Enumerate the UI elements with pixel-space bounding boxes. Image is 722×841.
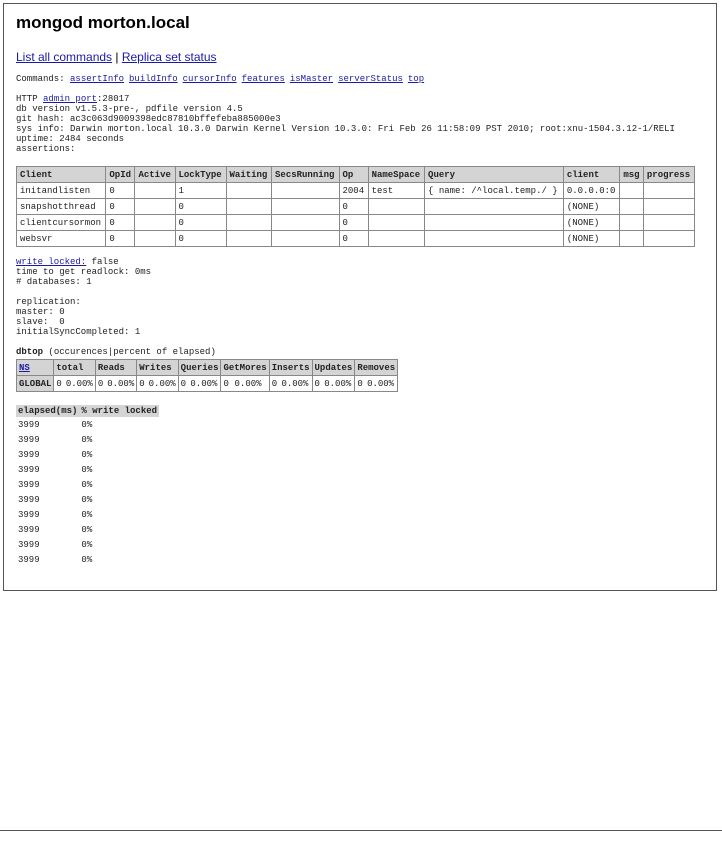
table-cell: 3999 <box>18 449 40 460</box>
write-locked-value: false <box>86 257 119 267</box>
col-header: OpId <box>106 167 135 183</box>
table-row <box>16 462 159 477</box>
table-cell: 3999 <box>18 434 40 445</box>
replication-slave: slave: 0 <box>16 317 65 327</box>
table-row <box>17 231 695 247</box>
status-info <box>16 257 716 337</box>
admin-port-value: :28017 <box>97 94 130 104</box>
col-header: Queries <box>178 360 221 376</box>
table-cell: 0% <box>81 449 93 460</box>
table-cell: snapshotthread <box>17 199 106 215</box>
table-cell: 0 <box>106 183 135 199</box>
table-cell <box>226 199 272 215</box>
table-cell: 0 <box>339 199 368 215</box>
command-link-features[interactable]: features <box>241 74 285 84</box>
table-cell: 0 <box>339 215 368 231</box>
col-header: Reads <box>95 360 136 376</box>
col-header: total <box>54 360 95 376</box>
table-cell: 0% <box>81 419 93 430</box>
command-link-ismaster[interactable]: isMaster <box>289 74 334 84</box>
table-cell: 0 <box>312 376 322 392</box>
table-cell: 0% <box>81 434 93 445</box>
admin-port-link[interactable]: admin port <box>43 94 98 104</box>
table-row <box>17 199 695 215</box>
elapsed-header-row <box>16 405 159 417</box>
clients-table <box>16 166 695 247</box>
git-hash: git hash: ac3c063d9009398edc87810bffefeba885000e3 <box>16 114 281 124</box>
col-header: LockType <box>175 167 226 183</box>
table-cell <box>272 199 339 215</box>
nav-separator: | <box>112 50 122 64</box>
uptime: uptime: 2484 seconds <box>16 134 125 144</box>
command-link-cursorinfo[interactable]: cursorInfo <box>182 74 237 84</box>
table-cell: initandlisten <box>17 183 106 199</box>
table-cell <box>620 231 644 247</box>
command-link-serverstatus[interactable]: serverStatus <box>338 74 403 84</box>
table-cell <box>135 231 175 247</box>
replica-set-status-link[interactable]: Replica set status <box>121 50 217 64</box>
database-count: # databases: 1 <box>16 277 92 287</box>
col-header: Writes <box>137 360 178 376</box>
table-cell: 3999 <box>18 539 40 550</box>
replication-label: replication: <box>16 297 81 307</box>
table-cell <box>425 199 564 215</box>
clients-header-row <box>17 167 695 183</box>
col-header: Query <box>425 167 564 183</box>
table-row <box>16 432 159 447</box>
table-cell <box>368 215 424 231</box>
table-cell: 0 <box>175 199 226 215</box>
table-row <box>17 215 695 231</box>
sys-info: sys info: Darwin morton.local 10.3.0 Darwin Kernel Version 10.3.0: Fri Feb 26 11:58:09 PST 2010; root:xnu-1504.3.12-1/RELI <box>16 124 675 134</box>
initial-sync: initialSyncCompleted: 1 <box>16 327 141 337</box>
table-cell: test <box>368 183 424 199</box>
table-cell: 0 <box>339 231 368 247</box>
table-row <box>17 183 695 199</box>
col-header: Updates <box>312 360 355 376</box>
col-header: client <box>563 167 619 183</box>
http-label: HTTP <box>16 94 44 104</box>
db-version: db version v1.5.3-pre-, pdfile version 4.5 <box>16 104 243 114</box>
table-cell: (NONE) <box>563 215 619 231</box>
table-cell: 0 <box>137 376 147 392</box>
ns-header <box>17 360 54 376</box>
table-cell: 0 <box>175 231 226 247</box>
table-cell <box>620 199 644 215</box>
table-cell <box>226 215 272 231</box>
replication-master: master: 0 <box>16 307 65 317</box>
table-row <box>16 507 159 522</box>
table-cell: 0 <box>178 376 188 392</box>
page-frame <box>3 3 717 591</box>
table-cell <box>135 215 175 231</box>
table-cell: 0% <box>81 509 93 520</box>
table-row <box>16 552 159 567</box>
nav-links <box>16 50 716 64</box>
table-cell: 0.00% <box>279 376 312 392</box>
table-cell <box>135 183 175 199</box>
table-cell: 3999 <box>18 419 40 430</box>
table-row <box>16 492 159 507</box>
table-cell <box>620 183 644 199</box>
table-cell <box>425 215 564 231</box>
table-cell: 0 <box>95 376 105 392</box>
table-cell <box>368 199 424 215</box>
table-cell: 0.00% <box>233 376 270 392</box>
table-row <box>17 376 398 392</box>
spacer <box>16 287 716 297</box>
list-all-commands-link[interactable]: List all commands <box>16 50 113 64</box>
table-cell: 0.00% <box>188 376 221 392</box>
col-header: progress <box>643 167 694 183</box>
dbtop-title: dbtop <box>16 347 44 357</box>
row-label: GLOBAL <box>17 376 54 392</box>
table-row <box>16 537 159 552</box>
table-cell <box>135 199 175 215</box>
http-line <box>16 94 716 104</box>
table-cell: 0.00% <box>365 376 398 392</box>
command-link-top[interactable]: top <box>407 74 425 84</box>
table-cell: { name: /^local.temp./ } <box>425 183 564 199</box>
table-cell <box>643 199 694 215</box>
table-cell <box>272 183 339 199</box>
table-cell: websvr <box>17 231 106 247</box>
col-header: Client <box>17 167 106 183</box>
assertions: assertions: <box>16 144 76 154</box>
table-cell: 0% <box>81 464 93 475</box>
table-cell: (NONE) <box>563 231 619 247</box>
col-header: msg <box>620 167 644 183</box>
col-header: NameSpace <box>368 167 424 183</box>
readlock-time: time to get readlock: 0ms <box>16 267 152 277</box>
table-cell <box>425 231 564 247</box>
table-cell: 3999 <box>18 554 40 565</box>
commands-label: Commands: <box>16 74 71 84</box>
table-cell: clientcursormon <box>17 215 106 231</box>
table-cell: 1 <box>175 183 226 199</box>
table-cell: 3999 <box>18 494 40 505</box>
write-locked-link[interactable]: write locked: <box>16 257 87 267</box>
dbtop-header-row <box>17 360 398 376</box>
col-header: elapsed(ms) <box>18 406 78 416</box>
table-cell: 0% <box>81 554 93 565</box>
table-cell <box>226 183 272 199</box>
col-header: Op <box>339 167 368 183</box>
col-header: GetMores <box>221 360 269 376</box>
col-header: % write locked <box>81 406 158 416</box>
table-cell: 0% <box>81 539 93 550</box>
table-cell: 0 <box>106 199 135 215</box>
table-row <box>16 447 159 462</box>
table-cell: 0 <box>355 376 365 392</box>
commands-line <box>16 74 716 84</box>
table-cell <box>643 215 694 231</box>
table-cell: 0.00% <box>64 376 96 392</box>
col-header: SecsRunning <box>272 167 339 183</box>
page-bottom-rule <box>0 830 722 831</box>
command-link-buildinfo[interactable]: buildInfo <box>129 74 178 84</box>
table-cell <box>272 215 339 231</box>
dbtop-heading <box>16 347 716 357</box>
table-cell: 0.00% <box>105 376 137 392</box>
table-cell <box>368 231 424 247</box>
col-header: Inserts <box>269 360 312 376</box>
server-info <box>16 94 716 154</box>
col-header: Active <box>135 167 175 183</box>
table-cell <box>643 183 694 199</box>
table-cell: 0 <box>269 376 279 392</box>
table-cell: 3999 <box>18 464 40 475</box>
table-cell: 0% <box>81 494 93 505</box>
col-header: Waiting <box>226 167 272 183</box>
command-link-assertinfo[interactable]: assertInfo <box>70 74 125 84</box>
table-cell: 0% <box>81 524 93 535</box>
table-cell: 3999 <box>18 524 40 535</box>
table-cell: 0 <box>221 376 233 392</box>
table-cell <box>620 215 644 231</box>
table-cell: 0 <box>106 215 135 231</box>
dbtop-subtitle: (occurences|percent of elapsed) <box>43 347 216 357</box>
table-cell: 0 <box>106 231 135 247</box>
table-cell: 0 <box>54 376 64 392</box>
table-cell: 0.0.0.0:0 <box>563 183 619 199</box>
table-cell <box>272 231 339 247</box>
table-row <box>16 477 159 492</box>
table-cell: 0 <box>175 215 226 231</box>
table-cell <box>643 231 694 247</box>
table-cell <box>226 231 272 247</box>
table-cell: 3999 <box>18 509 40 520</box>
page-title: mongod morton.local <box>16 13 190 32</box>
table-cell: 2004 <box>339 183 368 199</box>
table-row <box>16 417 159 432</box>
table-cell: 3999 <box>18 479 40 490</box>
table-cell: 0.00% <box>322 376 355 392</box>
page-content <box>4 4 716 567</box>
table-row <box>16 522 159 537</box>
write-locked-line <box>16 257 716 267</box>
ns-link[interactable]: NS <box>19 362 30 373</box>
dbtop-table <box>16 359 398 392</box>
table-cell: 0% <box>81 479 93 490</box>
col-header: Removes <box>355 360 398 376</box>
table-cell: 0.00% <box>147 376 179 392</box>
table-cell: (NONE) <box>563 199 619 215</box>
elapsed-table <box>16 405 159 567</box>
